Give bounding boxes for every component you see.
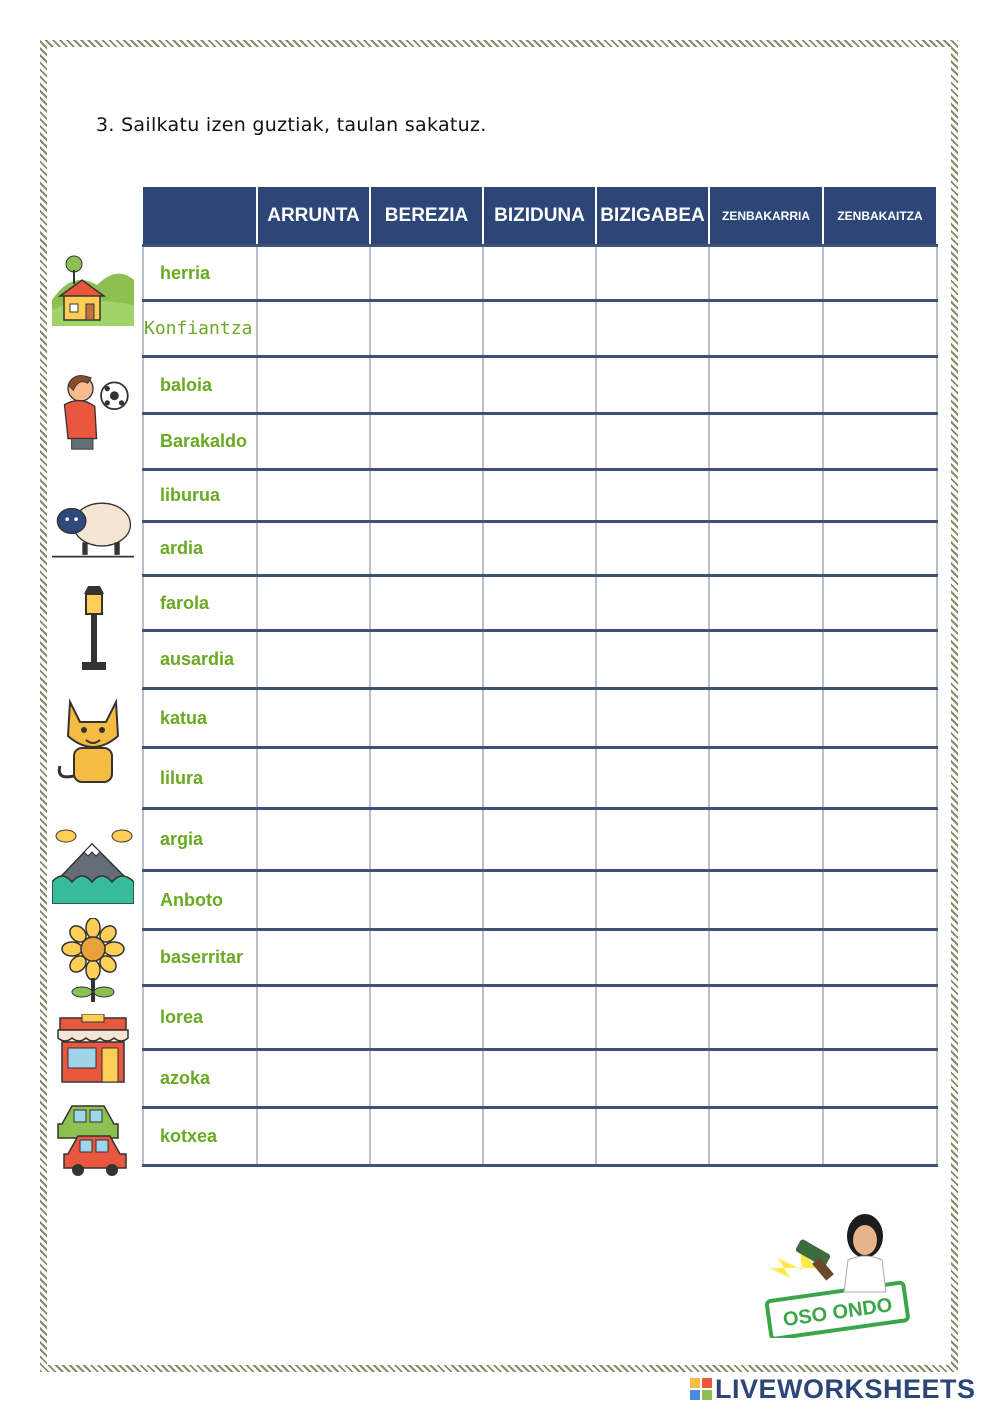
answer-cell[interactable] bbox=[596, 357, 709, 414]
answer-cell[interactable] bbox=[370, 414, 483, 470]
answer-cell[interactable] bbox=[257, 871, 370, 930]
answer-cell[interactable] bbox=[709, 414, 823, 470]
row-word: kotxea bbox=[143, 1108, 257, 1166]
answer-cell[interactable] bbox=[483, 1108, 596, 1166]
village-icon bbox=[52, 250, 134, 326]
answer-cell[interactable] bbox=[596, 301, 709, 357]
header-biziduna: BIZIDUNA bbox=[483, 187, 596, 246]
row-word: lorea bbox=[143, 986, 257, 1050]
answer-cell[interactable] bbox=[823, 246, 937, 301]
answer-cell[interactable] bbox=[483, 522, 596, 576]
answer-cell[interactable] bbox=[257, 576, 370, 631]
answer-cell[interactable] bbox=[370, 357, 483, 414]
answer-cell[interactable] bbox=[483, 871, 596, 930]
answer-cell[interactable] bbox=[596, 631, 709, 689]
table-row bbox=[143, 357, 937, 414]
answer-cell[interactable] bbox=[823, 522, 937, 576]
answer-cell[interactable] bbox=[257, 246, 370, 301]
liveworksheets-logo-icon bbox=[690, 1378, 712, 1400]
mountains-icon bbox=[52, 826, 134, 904]
answer-cell[interactable] bbox=[823, 871, 937, 930]
table-row bbox=[143, 576, 937, 631]
answer-cell[interactable] bbox=[823, 470, 937, 522]
answer-cell[interactable] bbox=[370, 689, 483, 748]
row-word: katua bbox=[143, 689, 257, 748]
table-row bbox=[143, 930, 937, 986]
answer-cell[interactable] bbox=[370, 1108, 483, 1166]
row-word: ardia bbox=[143, 522, 257, 576]
table-row bbox=[143, 301, 937, 357]
row-word: lilura bbox=[143, 748, 257, 809]
table-row bbox=[143, 748, 937, 809]
answer-cell[interactable] bbox=[483, 576, 596, 631]
header-berezia: BEREZIA bbox=[370, 187, 483, 246]
street-lamp-icon bbox=[52, 582, 134, 674]
answer-cell[interactable] bbox=[257, 930, 370, 986]
table-row bbox=[143, 414, 937, 470]
header-corner bbox=[143, 187, 257, 246]
row-word: azoka bbox=[143, 1050, 257, 1108]
answer-cell[interactable] bbox=[370, 576, 483, 631]
answer-cell[interactable] bbox=[823, 689, 937, 748]
table-row bbox=[143, 986, 937, 1050]
sheep-icon bbox=[52, 494, 134, 564]
shop-icon bbox=[52, 1014, 134, 1086]
answer-cell[interactable] bbox=[823, 631, 937, 689]
table-row bbox=[143, 246, 937, 301]
answer-cell[interactable] bbox=[370, 522, 483, 576]
answer-cell[interactable] bbox=[709, 576, 823, 631]
cat-icon bbox=[52, 696, 134, 786]
answer-cell[interactable] bbox=[596, 1108, 709, 1166]
answer-cell[interactable] bbox=[257, 470, 370, 522]
oso-ondo-stamp bbox=[760, 1208, 910, 1338]
answer-cell[interactable] bbox=[257, 414, 370, 470]
classification-table bbox=[142, 187, 936, 1167]
answer-cell[interactable] bbox=[596, 930, 709, 986]
answer-cell[interactable] bbox=[257, 1050, 370, 1108]
answer-cell[interactable] bbox=[370, 470, 483, 522]
answer-cell[interactable] bbox=[370, 748, 483, 809]
answer-cell[interactable] bbox=[596, 689, 709, 748]
row-word: Konfiantza bbox=[143, 301, 257, 357]
answer-cell[interactable] bbox=[257, 689, 370, 748]
answer-cell[interactable] bbox=[823, 930, 937, 986]
answer-cell[interactable] bbox=[596, 748, 709, 809]
answer-cell[interactable] bbox=[483, 930, 596, 986]
row-word: ausardia bbox=[143, 631, 257, 689]
table-row bbox=[143, 631, 937, 689]
answer-cell[interactable] bbox=[709, 631, 823, 689]
answer-cell[interactable] bbox=[370, 809, 483, 871]
boy-with-ball-icon bbox=[52, 364, 134, 456]
header-zenbakaitza: ZENBAKAITZA bbox=[823, 187, 937, 246]
answer-cell[interactable] bbox=[823, 986, 937, 1050]
answer-cell[interactable] bbox=[257, 809, 370, 871]
answer-cell[interactable] bbox=[596, 522, 709, 576]
answer-cell[interactable] bbox=[257, 631, 370, 689]
answer-cell[interactable] bbox=[370, 986, 483, 1050]
answer-cell[interactable] bbox=[709, 930, 823, 986]
answer-cell[interactable] bbox=[370, 871, 483, 930]
row-word: herria bbox=[143, 246, 257, 301]
answer-cell[interactable] bbox=[370, 301, 483, 357]
answer-cell[interactable] bbox=[823, 357, 937, 414]
stamp-text: OSO ONDO bbox=[781, 1294, 894, 1332]
answer-cell[interactable] bbox=[709, 748, 823, 809]
brand-text: LIVEWORKSHEETS bbox=[715, 1374, 976, 1404]
header-bizigabea: BIZIGABEA bbox=[596, 187, 709, 246]
sunflower-icon bbox=[52, 918, 134, 1004]
table-row bbox=[143, 809, 937, 871]
answer-cell[interactable] bbox=[483, 470, 596, 522]
answer-cell[interactable] bbox=[483, 246, 596, 301]
answer-cell[interactable] bbox=[257, 1108, 370, 1166]
answer-cell[interactable] bbox=[596, 871, 709, 930]
answer-cell[interactable] bbox=[483, 689, 596, 748]
answer-cell[interactable] bbox=[709, 871, 823, 930]
cars-icon bbox=[52, 1102, 134, 1176]
answer-cell[interactable] bbox=[709, 689, 823, 748]
answer-cell[interactable] bbox=[483, 748, 596, 809]
header-zenbakarria: ZENBAKARRIA bbox=[709, 187, 823, 246]
table-row bbox=[143, 522, 937, 576]
answer-cell[interactable] bbox=[483, 357, 596, 414]
row-word: farola bbox=[143, 576, 257, 631]
footer-brand bbox=[690, 1374, 976, 1405]
row-word: liburua bbox=[143, 470, 257, 522]
header-arrunta: ARRUNTA bbox=[257, 187, 370, 246]
answer-cell[interactable] bbox=[596, 576, 709, 631]
answer-cell[interactable] bbox=[596, 470, 709, 522]
answer-cell[interactable] bbox=[709, 246, 823, 301]
answer-cell[interactable] bbox=[596, 986, 709, 1050]
answer-cell[interactable] bbox=[823, 414, 937, 470]
table-row bbox=[143, 1108, 937, 1166]
answer-cell[interactable] bbox=[596, 1050, 709, 1108]
answer-cell[interactable] bbox=[257, 748, 370, 809]
table-row bbox=[143, 689, 937, 748]
row-word: baserritar bbox=[143, 930, 257, 986]
answer-cell[interactable] bbox=[370, 930, 483, 986]
answer-cell[interactable] bbox=[483, 809, 596, 871]
answer-cell[interactable] bbox=[709, 1108, 823, 1166]
answer-cell[interactable] bbox=[823, 1108, 937, 1166]
answer-cell[interactable] bbox=[483, 986, 596, 1050]
answer-cell[interactable] bbox=[596, 809, 709, 871]
answer-cell[interactable] bbox=[370, 1050, 483, 1108]
answer-cell[interactable] bbox=[709, 1050, 823, 1108]
answer-cell[interactable] bbox=[483, 414, 596, 470]
answer-cell[interactable] bbox=[709, 809, 823, 871]
row-word: baloia bbox=[143, 357, 257, 414]
instruction-text: 3. Sailkatu izen guztiak, taulan sakatuz. bbox=[96, 114, 487, 136]
answer-cell[interactable] bbox=[823, 301, 937, 357]
table-header-row bbox=[143, 187, 937, 246]
answer-cell[interactable] bbox=[823, 1050, 937, 1108]
answer-cell[interactable] bbox=[823, 576, 937, 631]
answer-cell[interactable] bbox=[596, 246, 709, 301]
answer-cell[interactable] bbox=[257, 522, 370, 576]
table-row bbox=[143, 871, 937, 930]
row-word: Barakaldo bbox=[143, 414, 257, 470]
answer-cell[interactable] bbox=[370, 631, 483, 689]
answer-cell[interactable] bbox=[257, 357, 370, 414]
answer-cell[interactable] bbox=[709, 522, 823, 576]
answer-cell[interactable] bbox=[483, 631, 596, 689]
answer-cell[interactable] bbox=[709, 357, 823, 414]
table-row bbox=[143, 1050, 937, 1108]
answer-cell[interactable] bbox=[709, 470, 823, 522]
table-row bbox=[143, 470, 937, 522]
answer-cell[interactable] bbox=[596, 414, 709, 470]
answer-cell[interactable] bbox=[483, 1050, 596, 1108]
answer-cell[interactable] bbox=[257, 986, 370, 1050]
row-word: argia bbox=[143, 809, 257, 871]
row-word: Anboto bbox=[143, 871, 257, 930]
answer-cell[interactable] bbox=[709, 986, 823, 1050]
answer-cell[interactable] bbox=[823, 809, 937, 871]
answer-cell[interactable] bbox=[257, 301, 370, 357]
answer-cell[interactable] bbox=[483, 301, 596, 357]
answer-cell[interactable] bbox=[823, 748, 937, 809]
answer-cell[interactable] bbox=[709, 301, 823, 357]
answer-cell[interactable] bbox=[370, 246, 483, 301]
